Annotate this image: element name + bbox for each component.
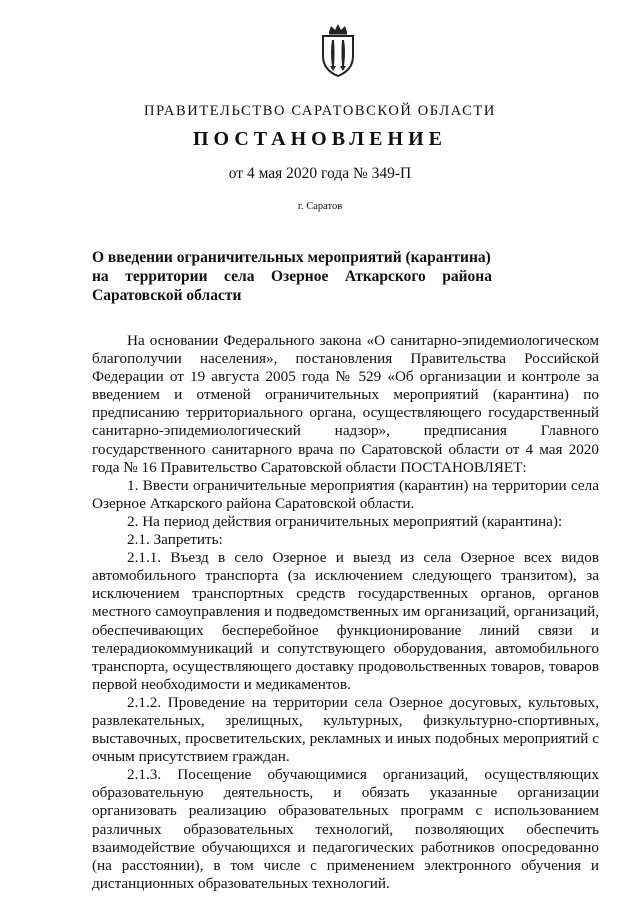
document-body	[92, 332, 599, 893]
clause-2-1-1: 2.1.1. Въезд в село Озерное и выезд из села Озерное всех видов автомобильного транспорта (за исключением следующего транзитом), за исключением транспортных средств государственных органов, органов местного самоуправления и подведомственных им организаций, организаций, обеспечивающих бесперебойное функционирование линий связи и телерадиокоммуникаций и сопутствующего оборудования, автомобильного транспорта, осуществляющего доставку продовольственных товаров, товаров первой необходимости и медикаментов.	[92, 549, 599, 693]
clause-2-1-2: 2.1.2. Проведение на территории села Озерное досуговых, культовых, развлекательных, зрелищных, культурных, физкультурно-спортивных, выставочных, просветительских, рекламных и иных подобных мероприятий с очным присутствием граждан.	[92, 693, 599, 766]
clause-1: 1. Ввести ограничительные мероприятия (карантин) на территории села Озерное Аткарского района Саратовской области.	[92, 476, 599, 512]
subject-line: О введении ограничительных мероприятий (карантина)	[92, 249, 491, 266]
clause-2-1: 2.1. Запретить:	[127, 531, 223, 549]
date-and-number: от 4 мая 2020 года № 349-П	[228, 165, 412, 182]
clause-2: 2. На период действия ограничительных мероприятий (карантина):	[127, 512, 563, 530]
government-title: ПРАВИТЕЛЬСТВО САРАТОВСКОЙ ОБЛАСТИ	[144, 103, 496, 119]
clause-2-1-3: 2.1.3. Посещение обучающимися организаций, осуществляющих образовательную деятельность, и обязать указанные организации организовать реализацию образовательных программ с использованием различных образовательных технологий, позволяющих обеспечить взаимодействие обучающихся и педагогических работников опосредованно (на расстоянии), в том числе с применением электронного обучения и дистанционных образовательных технологий.	[92, 766, 599, 892]
coat-of-arms-icon	[317, 22, 359, 78]
subject-line: на территории села Озерное Аткарского района	[92, 268, 492, 285]
document-type-title: ПОСТАНОВЛЕНИЕ	[193, 128, 447, 150]
preamble-paragraph: На основании Федерального закона «О санитарно-эпидемиологическом благополучии населения», постановления Правительства Российской Федерации от 19 августа 2005 года № 529 «Об организации и контроле за введением и отменой ограничительных мероприятий (карантина) по предписанию территориального органа, осуществляющего государственный санитарно-эпидемиологический надзор», предписания Главного государственного санитарного врача по Саратовской области от 4 мая 2020 года № 16 Правительство Саратовской области ПОСТАНОВЛЯЕТ:	[92, 332, 599, 476]
subject-line: Саратовской области	[92, 287, 242, 304]
document-subject	[92, 248, 492, 305]
city-label: г. Саратов	[297, 201, 343, 212]
